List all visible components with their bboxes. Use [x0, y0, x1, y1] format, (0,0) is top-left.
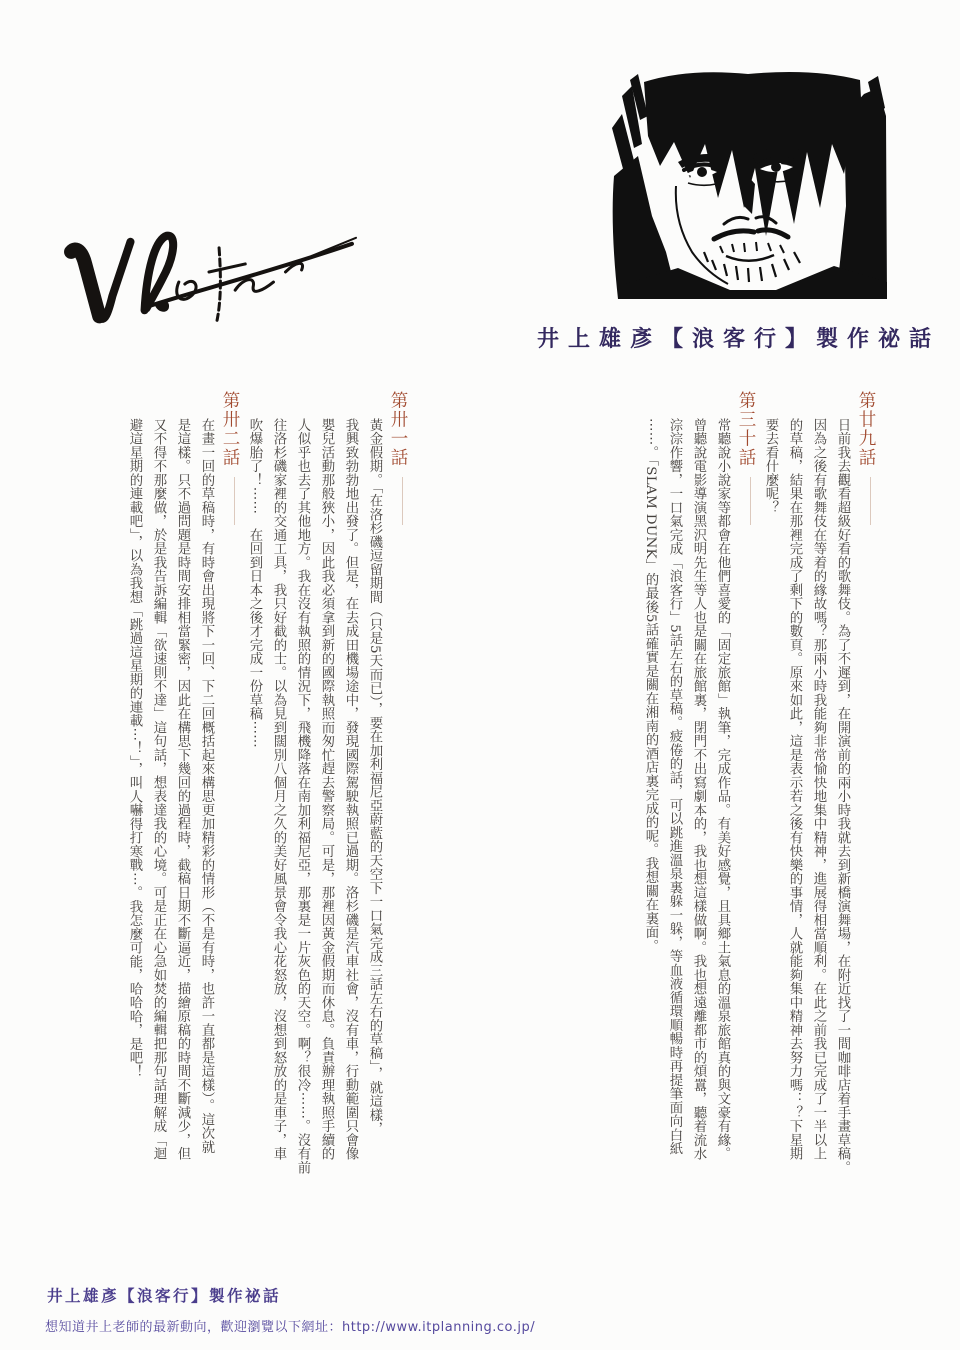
essay-text-block — [115, 391, 878, 1271]
text-column: 吹爆胎了！⋯⋯ 在回到日本之後才完成一份草稿⋯⋯ — [247, 418, 262, 748]
text-column: 要去看什麼呢？ — [763, 418, 778, 515]
footer-website-note: 想知道井上老師的最新動向，歡迎瀏覽以下網址：http://www.itplanning.co.jp/ — [45, 1320, 536, 1335]
text-column: 又不得不那麼做，於是我告訴編輯「欲速則不達」這句話，想表達我的心境。可是正在心急如焚的編輯把那句話理解成「迴 — [151, 418, 166, 1161]
section-title: 第廿九話 — [854, 391, 878, 1271]
portrait-illustration — [608, 55, 893, 300]
musashi-ink-portrait — [608, 55, 893, 300]
text-column: 因為之後有歌舞伎在等着的緣故嗎？那兩小時我能夠非常愉快地集中精神，進展得相當順利。在此之前我已完成了一半以上 — [811, 418, 826, 1161]
text-column: 的草稿，結果在那裡完成了剩下的數頁。原來如此，這是表示若之後有快樂的事情，人就能夠集中精神去努力嗎：？下星期 — [787, 418, 802, 1161]
text-column: ⋯⋯。「SLAM DUNK」的最後5話確實是關在湘南的酒店裏完成的呢。我想關在裏面。 — [643, 418, 658, 953]
text-column: 在畫一回的草稿時，有時會出現將下一回、下二回概括起來構思更加精彩的情形（不是有時，也許一直都是這樣）。這次就 — [199, 418, 214, 1154]
text-column: 黃金假期。「在洛杉磯逗留期間（只是5天而已），要在加利福尼亞蔚藍的天空下一口氣完成三話左右的草稿」，就這樣， — [367, 418, 382, 1136]
footer-series-title: 井上雄彥【浪客行】製作祕話 — [47, 1287, 282, 1305]
section-episode-31 — [242, 391, 410, 1271]
section-title: 第三十話 — [734, 391, 758, 1271]
column-gap — [410, 391, 638, 1271]
text-column: 曾聽說電影導演黑沢明先生等人也是關在旅館裏，閉門不出寫劇本的，我也想這樣做啊。我也想遠離都市的煩囂，聽着流水 — [691, 418, 706, 1161]
section-title: 第卅一話 — [386, 391, 410, 1271]
section-episode-30 — [638, 391, 758, 1271]
text-column: 日前我去觀看超級好看的歌舞伎。為了不遲到，在開演前的兩小時我就去到新橋演舞場，在附近找了一間咖啡店着手畫草稿。 — [835, 418, 850, 1175]
series-production-notes-title: 井上雄彥【浪客行】製作祕話 — [536, 327, 940, 352]
text-column: 是這樣。只不過問題是時間安排相當緊密，因此在構思下幾回的過程時，截稿日期不斷逼近，描繪原稿的時間不斷減少，但 — [175, 418, 190, 1161]
text-column: 嬰兒活動那般狹小，因此我必須拿到新的國際執照而匆忙趕去警察局。可是，那裡因黃金假期而休息。負責辦理執照手續的 — [319, 418, 334, 1161]
text-column: 人似乎也去了其他地方。我在沒有執照的情況下，飛機降落在南加利福尼亞，那裏是一片灰色的天空。啊？很冷⋯⋯。沒有前 — [295, 418, 310, 1175]
section-episode-29 — [758, 391, 878, 1271]
section-title: 第卅二話 — [218, 391, 242, 1271]
text-column: 往洛杉磯家裡的交通工具，我只好截的士。以為見到闊別八個月之久的美好風景會令我心花怒放，沒想到怒放的是車子，車 — [271, 418, 286, 1161]
text-column: 我興致勃勃地出發了。但是，在去成田機場途中，發現國際駕駛執照已過期。洛杉磯是汽車社會，沒有車，行動範圍只會像 — [343, 418, 358, 1161]
signature-illustration — [58, 214, 358, 332]
text-column: 常聽說小說家等都會在他們喜愛的「固定旅館」執筆，完成作品。有美好感覺，且具鄉土氣息的溫泉旅館真的與文豪有緣。 — [715, 418, 730, 1161]
section-episode-32 — [122, 391, 242, 1271]
text-column: 淙淙作響，一口氣完成「浪客行」5話左右的草稿。疲倦的話，可以跳進溫泉裏躲一躲，等血液循環順暢時再提筆面向白紙 — [667, 418, 682, 1156]
inoue-brush-signature — [58, 214, 358, 332]
text-column: 避這星期的連載吧」，以為我想「跳過這星期的連載⋯！」，叫人嚇得打寒戰⋯。我怎麼可能，哈哈哈，是吧！ — [127, 418, 142, 1079]
